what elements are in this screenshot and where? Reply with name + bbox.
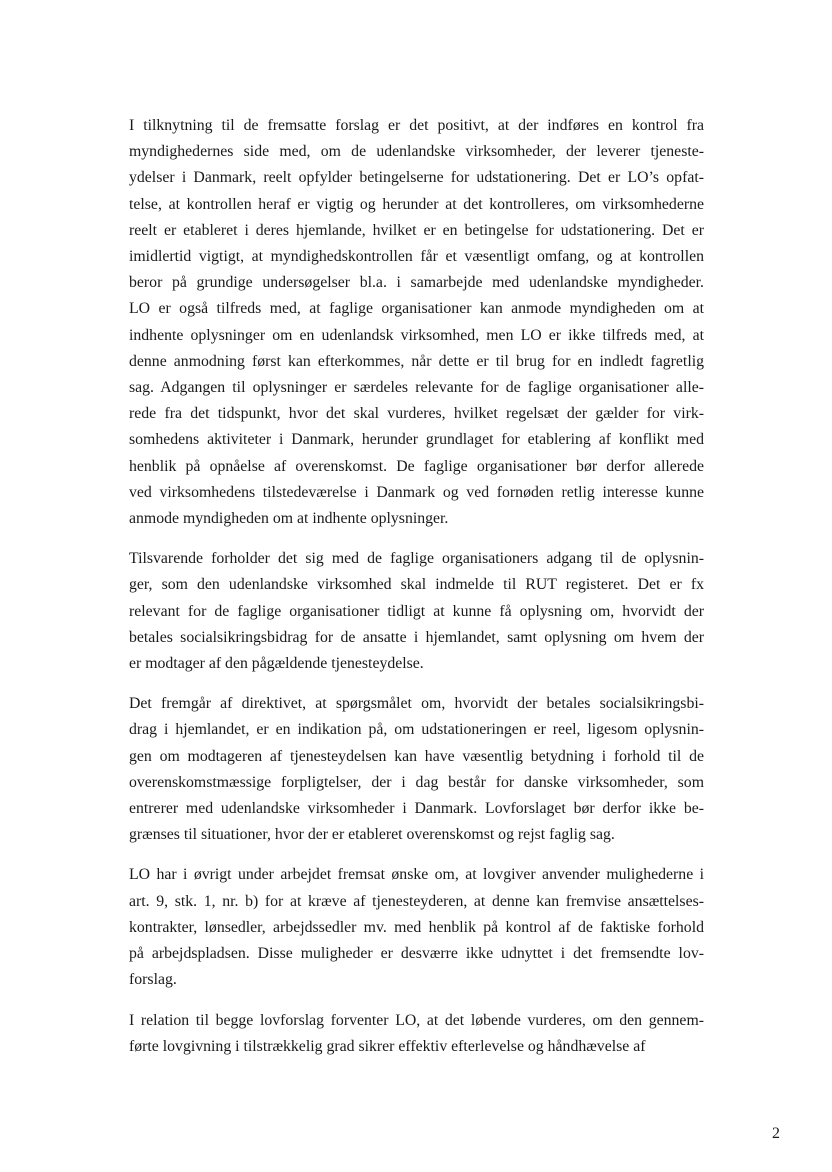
text-line: relevant for de faglige organisationer tidligt at kunne få oplysning om, hvorvidt der bbox=[129, 602, 704, 620]
paragraph bbox=[129, 862, 704, 993]
text-line: myndighedernes side med, om de udenlandske virksomheder, der leverer tjeneste- bbox=[129, 143, 704, 161]
text-line: imidlertid vigtigt, at myndighedskontrollen får et væsentligt omfang, og at kontrollen bbox=[129, 248, 704, 266]
text-line: reelt er etableret i deres hjemlande, hvilket er en betingelse for udstationering. Det er bbox=[129, 221, 704, 239]
text-line: drag i hjemlandet, er en indikation på, om udstationeringen er reel, ligesom oplysnin- bbox=[129, 721, 704, 739]
text-line: rede fra det tidspunkt, hvor det skal vurderes, hvilket regelsæt der gælder for virk- bbox=[129, 405, 704, 423]
text-line: somhedens aktiviteter i Danmark, herunder grundlaget for etablering af konflikt med bbox=[129, 431, 704, 449]
text-line: betales socialsikringsbidrag for de ansatte i hjemlandet, samt oplysning om hvem der bbox=[129, 628, 704, 646]
text-line: ydelser i Danmark, reelt opfylder betingelserne for udstationering. Det er LO’s opfat- bbox=[129, 169, 704, 187]
paragraph bbox=[129, 546, 704, 677]
text-line: I tilknytning til de fremsatte forslag er det positivt, at der indføres en kontrol fra bbox=[129, 117, 704, 134]
text-line: er modtager af den pågældende tjenesteydelse. bbox=[129, 655, 424, 673]
text-line: sag. Adgangen til oplysninger er særdeles relevante for de faglige organisationer alle- bbox=[129, 379, 704, 397]
body-text bbox=[129, 113, 704, 1074]
text-line: ved virksomhedens tilstedeværelse i Danmark og ved fornøden retlig interesse kunne bbox=[129, 483, 704, 501]
text-line: gen om modtageren af tjenesteydelsen kan have væsentlig betydning i forhold til de bbox=[129, 747, 704, 765]
text-line: indhente oplysninger om en udenlandsk virksomhed, men LO er ikke tilfreds med, at bbox=[129, 326, 704, 344]
page-number: 2 bbox=[772, 1125, 780, 1142]
text-line: entrerer med udenlandske virksomheder i Danmark. Lovforslaget bør derfor ikke be- bbox=[129, 800, 704, 818]
text-line: beror på grundige undersøgelser bl.a. i samarbejde med udenlandske myndigheder. bbox=[129, 274, 704, 292]
text-line: på arbejdspladsen. Disse muligheder er desværre ikke udnyttet i det fremsendte lov- bbox=[129, 945, 704, 963]
text-line: ger, som den udenlandske virksomhed skal indmelde til RUT registeret. Det er fx bbox=[129, 576, 704, 594]
paragraph bbox=[129, 1008, 704, 1060]
text-line: art. 9, stk. 1, nr. b) for at kræve af tjenesteyderen, at denne kan fremvise ansættelses- bbox=[129, 892, 704, 910]
text-line: overenskomstmæssige forpligtelser, der i dag består for danske virksomheder, som bbox=[129, 773, 704, 791]
text-line: førte lovgivning i tilstrækkelig grad sikrer effektiv efterlevelse og håndhævelse af bbox=[129, 1037, 646, 1055]
text-line: anmode myndigheden om at indhente oplysninger. bbox=[129, 510, 449, 528]
paragraph bbox=[129, 113, 704, 532]
text-line: henblik på opnåelse af overenskomst. De faglige organisationer bør derfor allerede bbox=[129, 457, 704, 475]
text-line: Det fremgår af direktivet, at spørgsmålet om, hvorvidt der betales socialsikringsbi- bbox=[129, 695, 704, 713]
text-line: I relation til begge lovforslag forventer LO, at det løbende vurderes, om den gennem- bbox=[129, 1011, 704, 1029]
text-line: grænses til situationer, hvor der er etableret overenskomst og rejst faglig sag. bbox=[129, 826, 615, 844]
text-line: forslag. bbox=[129, 971, 177, 989]
paragraph bbox=[129, 691, 704, 848]
text-line: LO har i øvrigt under arbejdet fremsat ønske om, at lovgiver anvender mulighederne i bbox=[129, 866, 704, 884]
text-line: LO er også tilfreds med, at faglige organisationer kan anmode myndigheden om at bbox=[129, 300, 704, 318]
text-line: Tilsvarende forholder det sig med de faglige organisationers adgang til de oplysnin- bbox=[129, 550, 704, 568]
text-line: kontrakter, lønsedler, arbejdssedler mv. med henblik på kontrol af de faktiske forhold bbox=[129, 918, 704, 936]
text-line: telse, at kontrollen heraf er vigtig og herunder at det kontrolleres, om virksomhederne bbox=[129, 195, 704, 213]
text-line: denne anmodning først kan efterkommes, når dette er til brug for en indledt fagretlig bbox=[129, 352, 704, 370]
